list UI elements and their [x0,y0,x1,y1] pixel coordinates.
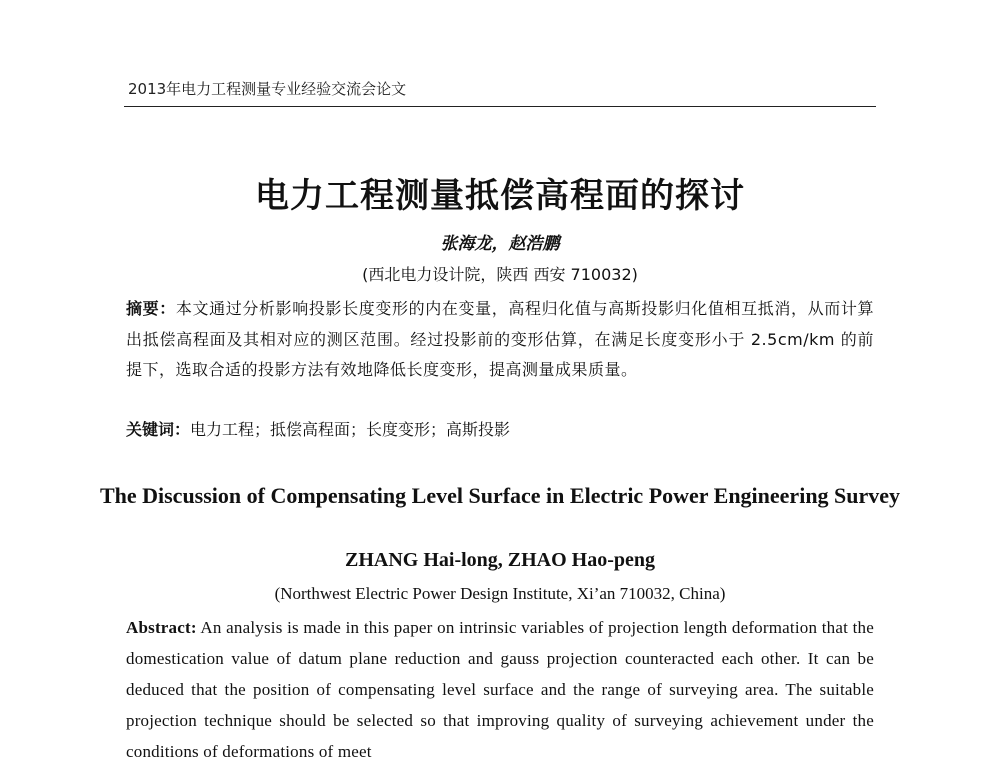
running-header: 2013年电力工程测量专业经验交流会论文 [128,80,407,98]
chinese-keywords-text: 电力工程；抵偿高程面；长度变形；高斯投影 [190,420,511,439]
chinese-keywords [126,417,874,440]
header-divider [124,106,876,107]
chinese-abstract [126,294,874,386]
chinese-affiliation: (西北电力设计院，陕西 西安 710032) [362,265,638,284]
english-abstract [126,612,874,767]
english-affiliation: (Northwest Electric Power Design Institute, Xi’an 710032, China) [274,584,726,603]
chinese-abstract-label: 摘要： [126,299,176,318]
english-authors: ZHANG Hai-long, ZHAO Hao-peng [344,549,656,571]
english-abstract-text: An analysis is made in this paper on intrinsic variables of projection length deformation that the domestication value of datum plane reduction and gauss projection counteracted each other. It can be deduced that the position of compensating level surface and the range of surveying area. The suitable projection technique should be selected so that improving quality of surveying achievement under the conditions of deformations of meet [126,618,874,761]
chinese-authors: 张海龙，赵浩鹏 [440,234,560,254]
chinese-abstract-text: 本文通过分析影响投影长度变形的内在变量，高程归化值与高斯投影归化值相互抵消，从而计算出抵偿高程面及其相对应的测区范围。经过投影前的变形估算，在满足长度变形小于 2.5cm/km 的前提下，选取合适的投影方法有效地降低长度变形，提高测量成果质量。 [126,299,874,379]
chinese-title: 电力工程测量抵偿高程面的探讨 [255,176,745,216]
english-title: The Discussion of Compensating Level Surface in Electric Power Engineering Survey [99,483,901,508]
english-abstract-label: Abstract: [126,618,197,637]
chinese-keywords-label: 关键词： [126,420,191,439]
